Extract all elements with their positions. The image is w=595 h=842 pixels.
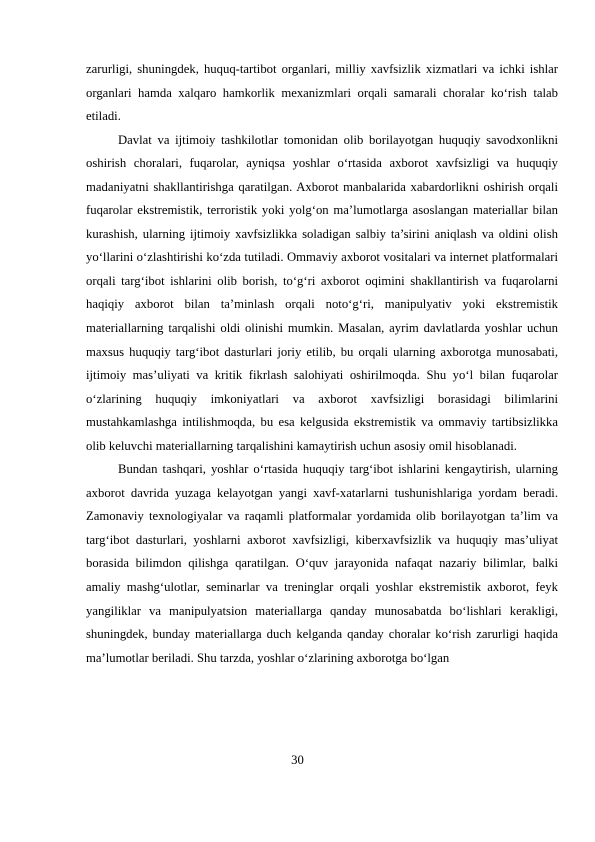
paragraph-legal-literacy: Davlat va ijtimoiy tashkilotlar tomonidan olib borilayotgan huquqiy savodxonlikni oshirish choralari, fuqarolar, ayniqsa yoshlar o‘rtasida axborot xavfsizligi va huquqiy madaniyatni shakllantirishga qaratilgan. Axborot manbalarida xabardorlikni oshirish orqali fuqarolar ekstremistik, terroristik yoki yolg‘on ma’lumotlarga asoslangan materiallar bilan kurashish, ularning ijtimoiy xavfsizlikka soladigan salbiy ta’sirini aniqlash va oldini olish yo‘llarini o‘zlashtirishi ko‘zda tutiladi. Ommaviy axborot vositalari va internet platformalari orqali targ‘ibot ishlarini olib borish, to‘g‘ri axborot oqimini shakllantirish va fuqarolarni haqiqiy axborot bilan ta’minlash orqali noto‘g‘ri, manipulyativ yoki ekstremistik materiallarning tarqalishi oldi olinishi mumkin. Masalan, ayrim davlatlarda yoshlar uchun maxsus huquqiy targ‘ibot dasturlari joriy etilib, bu orqali ularning axborotga munosabati, ijtimoiy mas’uliyati va kritik fikrlash salohiyati oshirilmoqda. Shu yo‘l bilan fuqarolar o‘zlarining huquqiy imkoniyatlari va axborot xavfsizligi borasidagi bilimlarini mustahkamlashga intilishmoqda, bu esa kelgusida ekstremistik va ommaviy tartibsizlikka olib keluvchi materiallarning tarqalishini kamaytirish uchun asosiy omil hisoblanadi.	[86, 132, 558, 453]
paragraph-continuation: zarurligi, shuningdek, huquq-tartibot organlari, milliy xavfsizlik xizmatlari va ichki ishlar organlari hamda xalqaro hamkorlik mexanizmlari orqali samarali choralar ko‘rish talab etiladi.	[86, 62, 558, 124]
page-number: 30	[291, 753, 304, 767]
document-body	[86, 58, 558, 670]
paragraph-youth-education: Bundan tashqari, yoshlar o‘rtasida huquqiy targ‘ibot ishlarini kengaytirish, ularning axborot davrida yuzaga kelayotgan yangi xavf-xatarlarni tushunishlariga yordam beradi. Zamonaviy texnologiyalar va raqamli platformalar yordamida olib borilayotgan ta’lim va targ‘ibot dasturlari, yoshlarni axborot xavfsizligi, kiberxavfsizlik va huquqiy mas’uliyat borasida bilimdon qilishga qaratilgan. O‘quv jarayonida nafaqat nazariy bilimlar, balki amaliy mashg‘ulotlar, seminarlar va treninglar orqali yoshlar ekstremistik axborot, feyk yangiliklar va manipulyatsion materiallarga qanday munosabatda bo‘lishlari kerakligi, shuningdek, bunday materiallarga duch kelganda qanday choralar ko‘rish zarurligi haqida ma’lumotlar beriladi. Shu tarzda, yoshlar o‘zlarining axborotga bo‘lgan	[86, 462, 558, 665]
